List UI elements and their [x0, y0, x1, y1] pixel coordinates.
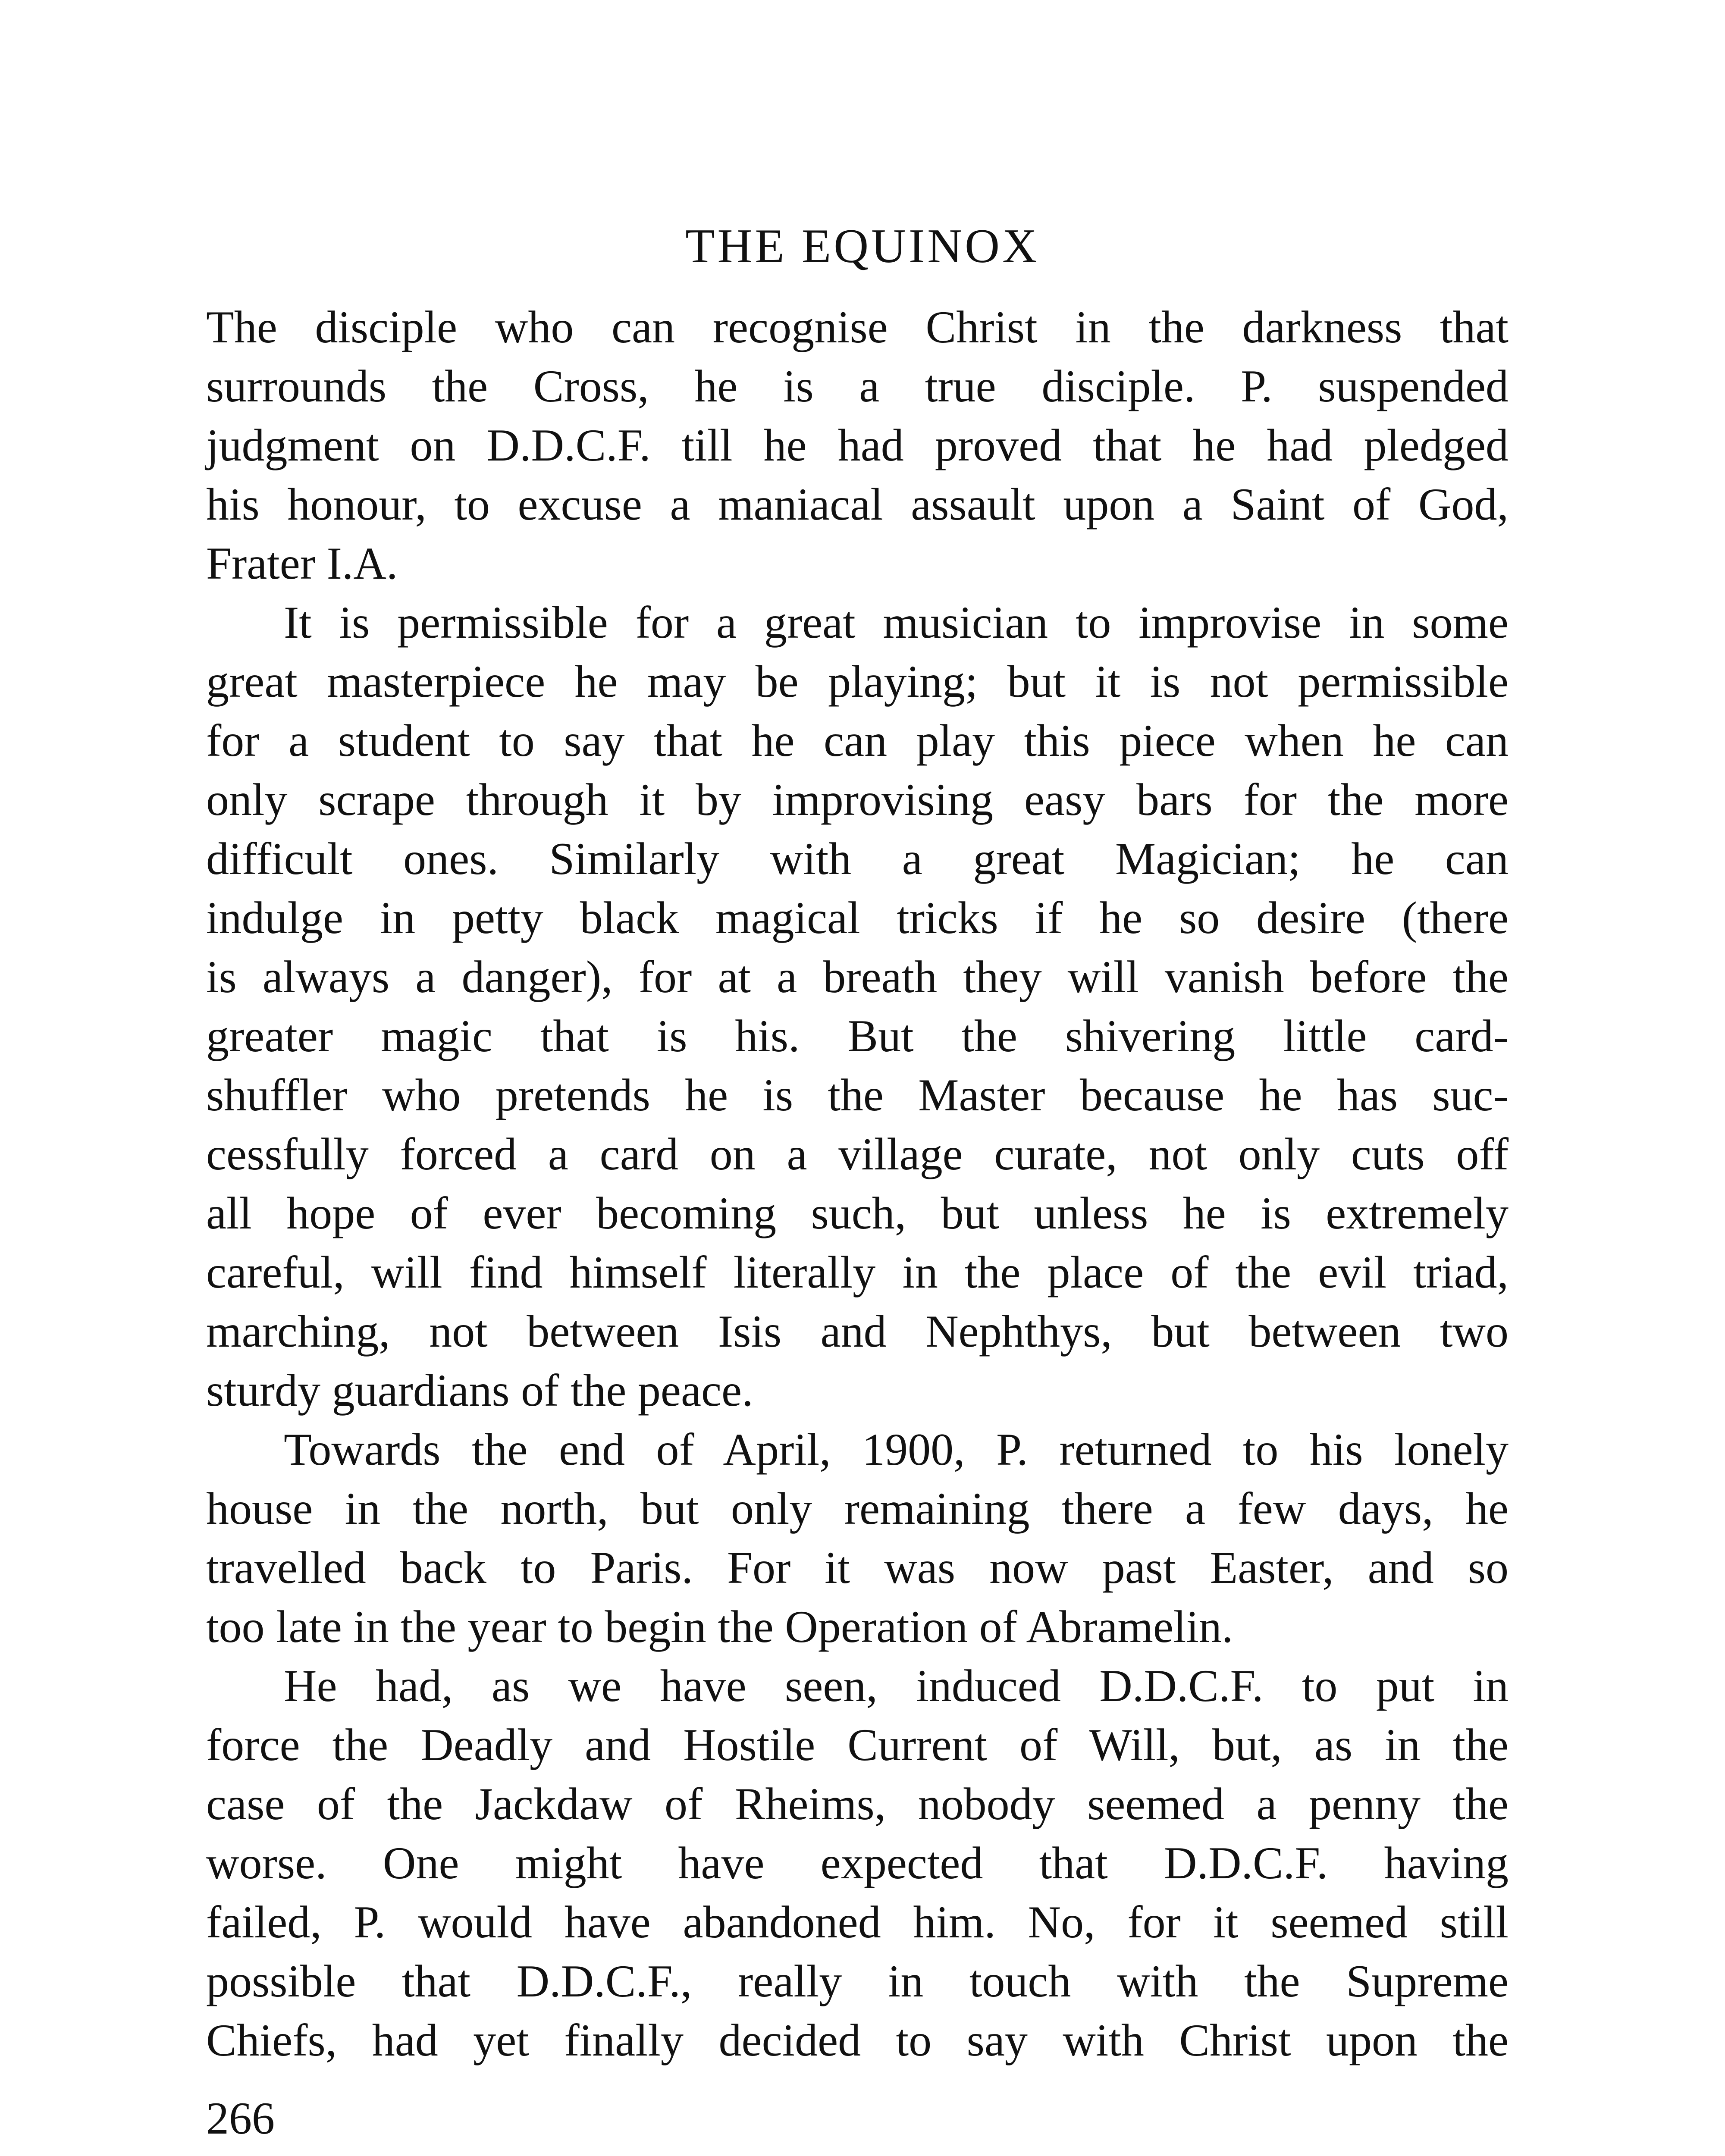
text-line: worse. One might have expected that D.D.C.F. having [206, 1838, 1509, 1888]
text-line: house in the north, but only remaining there a few days, he [206, 1483, 1509, 1534]
text-line: It is permissible for a great musician to improvise in some [284, 597, 1509, 648]
text-line: difficult ones. Similarly with a great Magician; he can [206, 834, 1509, 884]
text-line: Chiefs, had yet finally decided to say with Christ upon the [206, 2015, 1509, 2065]
text-line: travelled back to Paris. For it was now past Easter, and so [206, 1542, 1509, 1593]
text-line: too late in the year to begin the Operation of Abramelin. [206, 1601, 1233, 1652]
text-line: force the Deadly and Hostile Current of Will, but, as in the [206, 1720, 1509, 1770]
text-line: marching, not between Isis and Nephthys, but between two [206, 1306, 1509, 1357]
text-line: surrounds the Cross, he is a true disciple. P. suspended [206, 361, 1509, 411]
text-line: sturdy guardians of the peace. [206, 1365, 753, 1416]
text-line: greater magic that is his. But the shivering little card- [206, 1011, 1509, 1061]
text-line: for a student to say that he can play this piece when he can [206, 715, 1509, 766]
text-line: judgment on D.D.C.F. till he had proved that he had pledged [206, 420, 1509, 470]
page-number: 266 [206, 2093, 275, 2143]
text-line: is always a danger), for at a breath they will vanish before the [206, 952, 1509, 1002]
text-line: Towards the end of April, 1900, P. returned to his lonely [284, 1424, 1509, 1475]
text-line: The disciple who can recognise Christ in the darkness that [206, 302, 1509, 352]
text-line: shuffler who pretends he is the Master because he has suc- [206, 1070, 1509, 1120]
text-line: all hope of ever becoming such, but unless he is extremely [206, 1188, 1509, 1238]
text-line: indulge in petty black magical tricks if he so desire (there [206, 893, 1509, 943]
text-line: possible that D.D.C.F., really in touch with the Supreme [206, 1956, 1509, 2006]
text-line: cessfully forced a card on a village curate, not only cuts off [206, 1129, 1509, 1179]
text-line: his honour, to excuse a maniacal assault upon a Saint of God, [206, 479, 1509, 530]
body-text [206, 298, 1509, 2070]
text-line: only scrape through it by improvising easy bars for the more [206, 774, 1509, 825]
text-line: Frater I.A. [206, 538, 398, 589]
text-line: case of the Jackdaw of Rheims, nobody seemed a penny the [206, 1779, 1509, 1829]
text-line: failed, P. would have abandoned him. No, for it seemed still [206, 1897, 1509, 1947]
text-line: He had, as we have seen, induced D.D.C.F. to put in [284, 1661, 1509, 1711]
running-head: THE EQUINOX [685, 219, 1040, 273]
text-line: careful, will find himself literally in the place of the evil triad, [206, 1247, 1509, 1297]
text-line: great masterpiece he may be playing; but it is not permissible [206, 656, 1509, 707]
